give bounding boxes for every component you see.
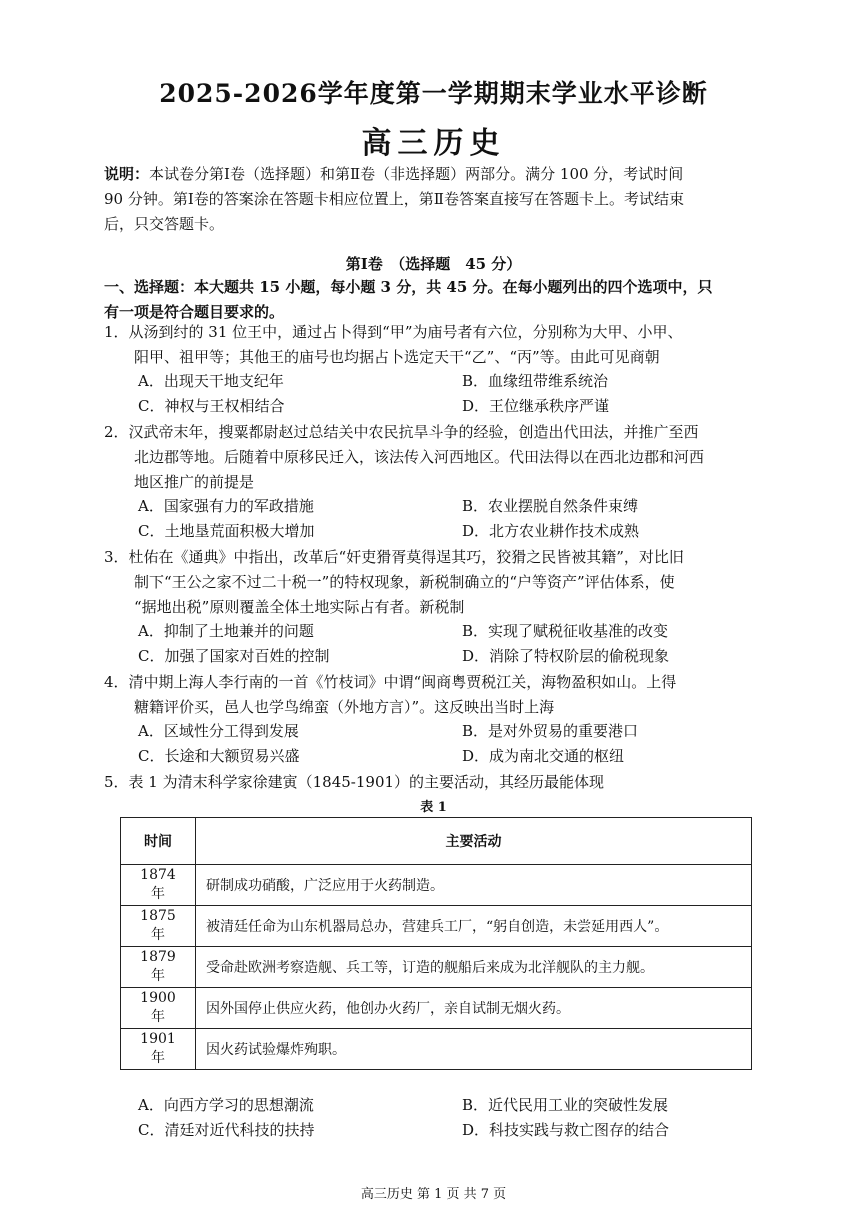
- q4-option-b[interactable]: B．是对外贸易的重要港口: [462, 722, 639, 740]
- q4-option-d[interactable]: D．成为南北交通的枢纽: [462, 747, 625, 765]
- exam-title: 2025-2026学年度第一学期期末学业水平诊断: [159, 79, 708, 108]
- table-cell-time: 1875 年: [121, 906, 196, 947]
- question-4: [104, 670, 774, 720]
- q5-option-b[interactable]: B．近代民用工业的突破性发展: [462, 1096, 669, 1114]
- table-cell-activity: 因火药试验爆炸殉职。: [196, 1029, 752, 1070]
- q2-option-b[interactable]: B．农业摆脱自然条件束缚: [462, 497, 639, 515]
- q1-option-b[interactable]: B．血缘纽带维系统治: [462, 372, 609, 390]
- q5-option-a[interactable]: A．向西方学习的思想潮流: [138, 1096, 314, 1114]
- exam-subject: 高三历史: [361, 126, 506, 161]
- q2-option-a[interactable]: A．国家强有力的军政措施: [138, 497, 314, 515]
- table-row: [121, 906, 752, 947]
- table-cell-time: 1900 年: [121, 988, 196, 1029]
- table-header-time: 时间: [121, 818, 196, 865]
- table-cell-time: 1874 年: [121, 865, 196, 906]
- question-2: [104, 420, 774, 495]
- section-heading: [104, 275, 774, 325]
- q3-option-d[interactable]: D．消除了特权阶层的偷税现象: [462, 647, 670, 665]
- table-cell-activity: 受命赴欧洲考察造舰、兵工等，订造的舰船后来成为北洋舰队的主力舰。: [196, 947, 752, 988]
- activity-table: [120, 817, 752, 1070]
- q1-option-a[interactable]: A．出现天干地支纪年: [138, 372, 284, 390]
- q1-option-d[interactable]: D．王位继承秩序严谨: [462, 397, 610, 415]
- table-cell-time: 1879 年: [121, 947, 196, 988]
- question-3-line: 3．杜佑在《通典》中指出，改革后“奸吏猾胥莫得逞其巧，狡猾之民皆被其籍”，对比旧: [104, 548, 684, 566]
- table-row: [121, 865, 752, 906]
- section-heading-line: 有一项是符合题目要求的。: [104, 303, 285, 321]
- instructions-line: 本试卷分第Ⅰ卷（选择题）和第Ⅱ卷（非选择题）两部分。满分 100 分，考试时间: [149, 165, 684, 183]
- table-cell-activity: 研制成功硝酸，广泛应用于火药制造。: [196, 865, 752, 906]
- table-caption: 表 1: [420, 800, 447, 815]
- q3-option-a[interactable]: A．抑制了土地兼并的问题: [138, 622, 314, 640]
- question-1: [104, 320, 774, 370]
- table-header-row: [121, 818, 752, 865]
- instructions-line: 后，只交答题卡。: [104, 215, 225, 233]
- question-2-line: 北边郡等地。后随着中原移民迁入，该法传入河西地区。代田法得以在西北边郡和河西: [104, 448, 705, 466]
- table-cell-time: 1901 年: [121, 1029, 196, 1070]
- q5-option-d[interactable]: D．科技实践与救亡图存的结合: [462, 1121, 670, 1139]
- table-row: [121, 988, 752, 1029]
- instructions-line: 90 分钟。第Ⅰ卷的答案涂在答题卡相应位置上，第Ⅱ卷答案直接写在答题卡上。考试结束: [104, 190, 684, 208]
- q4-option-a[interactable]: A．区域性分工得到发展: [138, 722, 299, 740]
- question-1-line: 阳甲、祖甲等；其他王的庙号也均据占卜选定天干“乙”、“丙”等。由此可见商朝: [104, 348, 660, 366]
- question-4-line: 糖籍评价买，邑人也学鸟绵蛮（外地方言）”。这反映出当时上海: [104, 698, 555, 716]
- question-5-line: 5．表 1 为清末科学家徐建寅（1845-1901）的主要活动，其经历最能体现: [104, 773, 605, 791]
- q1-option-c[interactable]: C．神权与王权相结合: [138, 397, 285, 415]
- table-row: [121, 1029, 752, 1070]
- section-title: 第Ⅰ卷 （选择题 45 分）: [345, 255, 522, 273]
- table-cell-activity: 因外国停止供应火药，他创办火药厂，亲自试制无烟火药。: [196, 988, 752, 1029]
- question-1-line: 1．从汤到纣的 31 位王中，通过占卜得到“甲”为庙号者有六位，分别称为大甲、小甲、: [104, 323, 683, 341]
- table-header-activity: 主要活动: [196, 818, 752, 865]
- instructions: [104, 162, 774, 237]
- q3-option-c[interactable]: C．加强了国家对百姓的控制: [138, 647, 330, 665]
- instructions-label: 说明：: [104, 165, 150, 183]
- q5-option-c[interactable]: C．清廷对近代科技的扶持: [138, 1121, 315, 1139]
- table-row: [121, 947, 752, 988]
- question-2-line: 2．汉武帝末年，搜粟都尉赵过总结关中农民抗旱斗争的经验，创造出代田法，并推广至西: [104, 423, 699, 441]
- question-2-line: 地区推广的前提是: [104, 473, 255, 491]
- q3-option-b[interactable]: B．实现了赋税征收基准的改变: [462, 622, 669, 640]
- question-3-line: “据地出税”原则覆盖全体土地实际占有者。新税制: [104, 598, 465, 616]
- q4-option-c[interactable]: C．长途和大额贸易兴盛: [138, 747, 300, 765]
- question-4-line: 4．清中期上海人李行南的一首《竹枝词》中谓“闽商粤贾税江关，海物盈积如山。上得: [104, 673, 677, 691]
- page-footer: 高三历史 第 1 页 共 7 页: [360, 1187, 507, 1202]
- q2-option-c[interactable]: C．土地垦荒面积极大增加: [138, 522, 315, 540]
- question-5: [104, 770, 774, 795]
- question-3-line: 制下“王公之家不过二十税一”的特权现象，新税制确立的“户等资产”评估体系，使: [104, 573, 675, 591]
- question-3: [104, 545, 774, 620]
- section-heading-line: 一、选择题：本大题共 15 小题，每小题 3 分，共 45 分。在每小题列出的四个选项中，只: [104, 278, 713, 296]
- table-cell-activity: 被清廷任命为山东机器局总办，营建兵工厂，“躬自创造，未尝延用西人”。: [196, 906, 752, 947]
- q2-option-d[interactable]: D．北方农业耕作技术成熟: [462, 522, 640, 540]
